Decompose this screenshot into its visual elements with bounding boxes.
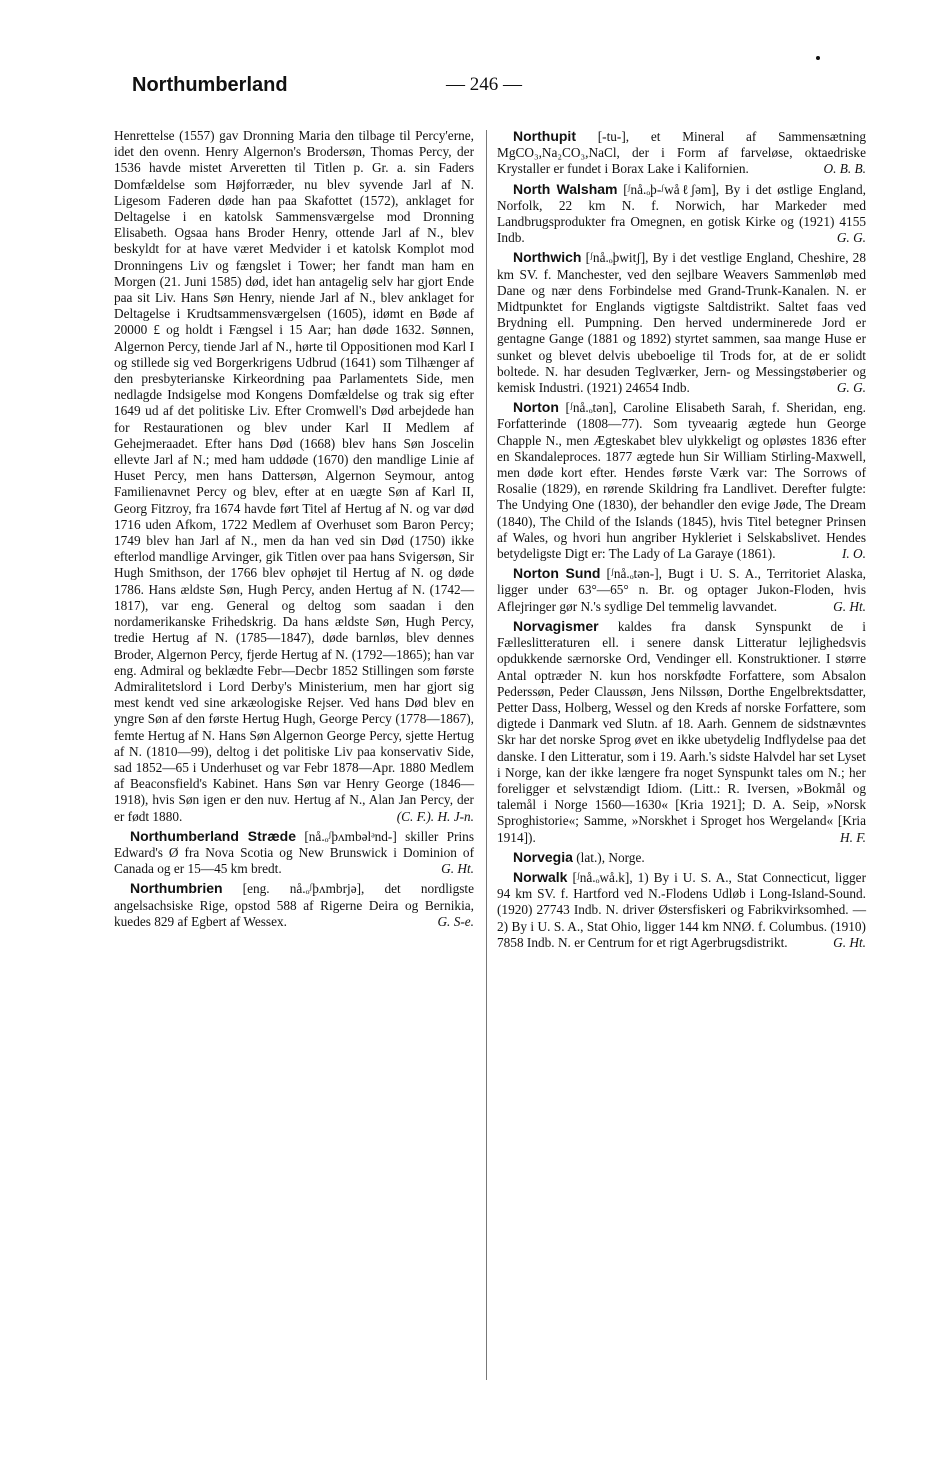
headword: Northumbrien bbox=[130, 880, 223, 897]
ink-speck bbox=[816, 56, 820, 60]
right-column bbox=[497, 128, 866, 954]
entry bbox=[497, 128, 866, 178]
running-head: Northumberland bbox=[132, 74, 288, 96]
entry bbox=[497, 249, 866, 396]
author-signature: (C. F.). H. J-n. bbox=[396, 808, 474, 824]
entry bbox=[497, 565, 866, 615]
headword: Northupit bbox=[513, 128, 576, 144]
author-signature: H. F. bbox=[840, 829, 866, 845]
author-signature: G. S-e. bbox=[437, 913, 474, 929]
page-header bbox=[0, 74, 928, 104]
entry-text: [nå.ₒᶴþʌmbəlᵊnd-] skiller Prins Edward's Ø fra Nova Scotia og New Brunswick i Dominion of Canada og er 15—45 km bredt. bbox=[114, 828, 475, 877]
entry bbox=[497, 399, 866, 562]
author-signature: G. Ht. bbox=[441, 861, 474, 877]
author-signature: G. Ht. bbox=[833, 598, 866, 614]
entry-text: (lat.), Norge. bbox=[576, 849, 645, 865]
author-signature: G. Ht. bbox=[833, 934, 866, 950]
entry bbox=[497, 849, 866, 866]
left-column bbox=[114, 128, 474, 933]
entry-text: [ᶴnå.ₒwå.k], 1) By i U. S. A., Stat Connecticut, ligger 94 km SV. f. Hartford ved N.-Flodens Udløb i Long-Island-Sound. (1920) 27743 Indb. N. driver Østersfiskeri og Fabrikvirksomhed. — 2) By i U. S. A., Stat Ohio, ligger 144 km NNØ. f. Columbus. (1910) 7858 Indb. N. er Centrum for et rigt Agerbrugsdistrikt. bbox=[497, 869, 867, 950]
headword: Northumberland Stræde bbox=[130, 827, 297, 844]
entry-text: [ᶴnå.ₒtən-], Bugt i U. S. A., Territoriet Alaska, ligger under 63°—65° n. Br. og optager Jukon-Floden, hvis Aflejringer gør N.'s sydlige Del temmelig lavvandet. bbox=[497, 566, 867, 614]
headword: Northwich bbox=[513, 249, 582, 266]
headword: North Walsham bbox=[513, 180, 618, 197]
column-rule bbox=[486, 130, 487, 1380]
entry-text: Henrettelse (1557) gav Dronning Maria den tilbage til Percy'erne, idet den ovenn. Henry Algernon's Brodersøn, Thomas Percy, der 1536 havde mistet Arveretten til Titlen p. Gr. a. sin Faders Domfældelse som Højforræder, nu blev syvende Jarl af N. Ligesom Faderen døde han paa Skafottet (1572), anklaget for Deltagelse i en katolsk Sammensværgelse mod Dronning Elisabeth. Ogsaa hans Broder Henry, ottende Jarl af N., blev beskyldt for at have været Medvider i et katolsk Komplot mod Dronningens Liv og fængslet i Tower; her fandt man ham en Morgen (21. Juni 1585) død, idet han antagelig selv har gjort Ende paa sit Liv. Hans Søn Henry, niende Jarl af N., blev anklaget for Deltagelse i Krudtsammensværgelsen (1605), idømt en Bøde af 20000 £ og holdt i Fængsel i 15 Aar; han døde 1632. Sønnen, Algernon Percy, tiende Jarl af N., hørte til Oppositionen mod Karl I og stillede sig ved Borgerkrigens Udbrud (1641) som Tilhænger af den presbyterianske Kirkeordning paa Parlamentets Side, men nedlagde Indsigelse mod Kongens Domfældelse og trak sig efter 1649 ud af det politiske Liv. Efter Cromwell's Død arbejdede han for Restaurationen og blev under Karl II Medlem af Gehejmeraadet. Efter hans Død (1668) blev hans Søn Joscelin ellevte Jarl af N.; med ham uddøde (1670) den mandlige Linie af Huset Percy, men hans Dattersøn, Algernon Seymour, antog Familienavnet Percy og blev, efter at en uægte Søn af Karl II, Georg Fitzroy, fra 1674 havde ført Titel af Hertug af N. og var død 1716 uden Afkom, 1722 Medlem af Overhuset som Baron Percy; 1749 blev han Jarl af N., men da han ved sin Død (1750) ikke efterlod mandlige Arvinger, gik Titlen over paa hans Svigersøn, Sir Hugh Smithson, der 1766 blev ophøjet til Hertug af N. og døde 1786. Hans ældste Søn, Hugh Percy, anden Hertug af N. (1742—1817), var eng. General og deltog som saadan i den nordamerikanske Frihedskrig. Da hans ældste Søn, Hugh Percy, tredie Hertug af N. (1785—1847), døde barnløs, blev dennes Broder, Algernon Percy, fjerde Hertug af N. (1792—1865); han var eng. Admiral og beklædte Febr—Decbr 1852 Stillingen som første Admiralitetslord i Lord Derby's Ministerium, men har gjort sig mest kendt ved sine arkæologiske Rejser. Ved hans Død blev en yngre Søn af den første Hertug Hugh, George Percy (1778—1867), femte Hertug af N. Hans Søn Algernon George Percy, sjette Hertug af N. (1810—99), deltog i det politiske Liv paa konservativ Side, sad 1852—65 i Underhuset og var Febr 1878—Apr. 1880 Medlem af Beaconsfield's Kabinet. Hans Søn var Henry George (1846—1918), hvis Søn igen er den nuv. Hertug af N., Alan Jan Percy, der er født 1880. bbox=[114, 128, 474, 824]
entry bbox=[114, 128, 474, 825]
entry-text: [-tu-], et Mineral af Sammensætning MgCO₃,Na₂CO₃,NaCl, der i Form af farveløse, oktaedriske Krystaller er fundet i Borax Lake i Kalifornien. bbox=[497, 129, 867, 177]
entry-text: [ᶴnå.ₒþ-ᶴwåℓʃəm], By i det østlige England, Norfolk, 22 km N. f. Norwich, har Markeder med Landbrugsprodukter fra Omegnen, en gotisk Kirke og (1921) 4155 Indb. bbox=[497, 181, 867, 246]
page-number: — 246 — bbox=[446, 74, 522, 95]
author-signature: G. G. bbox=[836, 380, 866, 396]
entry bbox=[497, 618, 866, 846]
headword: Norvegia bbox=[513, 848, 573, 865]
headword: Norton bbox=[513, 399, 559, 416]
entry-text: [eng. nå.ₒᶴþʌmbrjə], det nordligste angelsachsiske Rige, opstod 588 af Rigerne Deira og Bernikia, kuedes 829 af Egbert af Wessex. bbox=[114, 881, 474, 929]
entry bbox=[114, 828, 474, 878]
entry-text: [ᶴnå.ₒþwitʃ], By i det vestlige England, Cheshire, 28 km SV. f. Manchester, ved den sejlbare Weavers Sammenløb med Dane og nær dens Forbindelse med Grand-Trunk-Kanalen. N. er Midtpunktet for Englands vigtigste Saltdistrikt. Saltet faas ved Brydning ell. Pumpning. Den herved underminerede Jord er gentagne Gange (1881 og 1892) styrtet sammen, saa mange Huse er sunket og blevet delvis ubeboelige til Trods for, at de er solidt boltede. N. har desuden Teglværker, Jern- og Messingstøberier og kemisk Industri. (1921) 24654 Indb. bbox=[497, 250, 866, 396]
entry-text: kaldes fra dansk Synspunkt de i Fælleslitteraturen ell. i senere dansk Litteratur lejlighedsvis opdukkende særnorske Ord, Vendinger ell. Konstruktioner. I større Antal optræder N. kun hos norskfødte Forfattere, som Absalon Pederssøn, Peder Claussøn, Jens Nilssøn, Dorthe Engelbrektsdatter, Petter Dass, Holberg, Wessel og den Kreds af norske Forfattere, som digtede i Danmark ved Slutn. af 18. Aarh. Gennem de sidstnævntes Skr har det norske Sprog øvet en ikke ubetydelig Indflydelse paa det danske. I den Litteratur, som i 19. Aarh.'s sidste Halvdel har set Lyset i Norge, kan der ikke længere fra noget Synspunkt tales om N.; her foreligger et selvstændigt Idiom. (Litt.: R. Iversen, »Bokmål og talemål i Norge 1560—1630« [Kria 1921]; D. A. Seip, »Norsk Sproghistorie«; Samme, »Norskhet i Sproget hos Wergeland« [Kria 1914]). bbox=[497, 618, 866, 845]
author-signature: G. G. bbox=[836, 230, 866, 246]
headword: Norvagismer bbox=[513, 617, 599, 634]
author-signature: O. B. B. bbox=[823, 161, 866, 177]
entry bbox=[114, 880, 474, 930]
entry bbox=[497, 869, 866, 951]
entry bbox=[497, 181, 866, 247]
headword: Norton Sund bbox=[513, 565, 601, 582]
headword: Norwalk bbox=[513, 868, 568, 885]
author-signature: I. O. bbox=[841, 546, 866, 562]
entry-text: [ᶴnå.ₒtən], Caroline Elisabeth Sarah, f. Sheridan, eng. Forfatterinde (1808—77). Som tyveaarig ægtede hun George Chapple N., men Ægteskabet blev ulykkeligt og opløstes 1836 efter en Skandaleproces. 1877 ægtede hun Sir William Stirling-Maxwell, men døde kort efter. Hendes første Værk var: The Sorrows of Rosalie (1829), en rørende Skildring fra Landlivet. Derefter fulgte: The Undying One (1830), der behandler den evige Jøde, The Dream (1840), The Child of the Islands (1845), hvis Titel betegner Prinsen af Wales, og hvori hun angriber Hykleriet i Selskabslivet. Hendes betydeligste Digt er: The Lady of La Garaye (1861). bbox=[497, 400, 867, 562]
